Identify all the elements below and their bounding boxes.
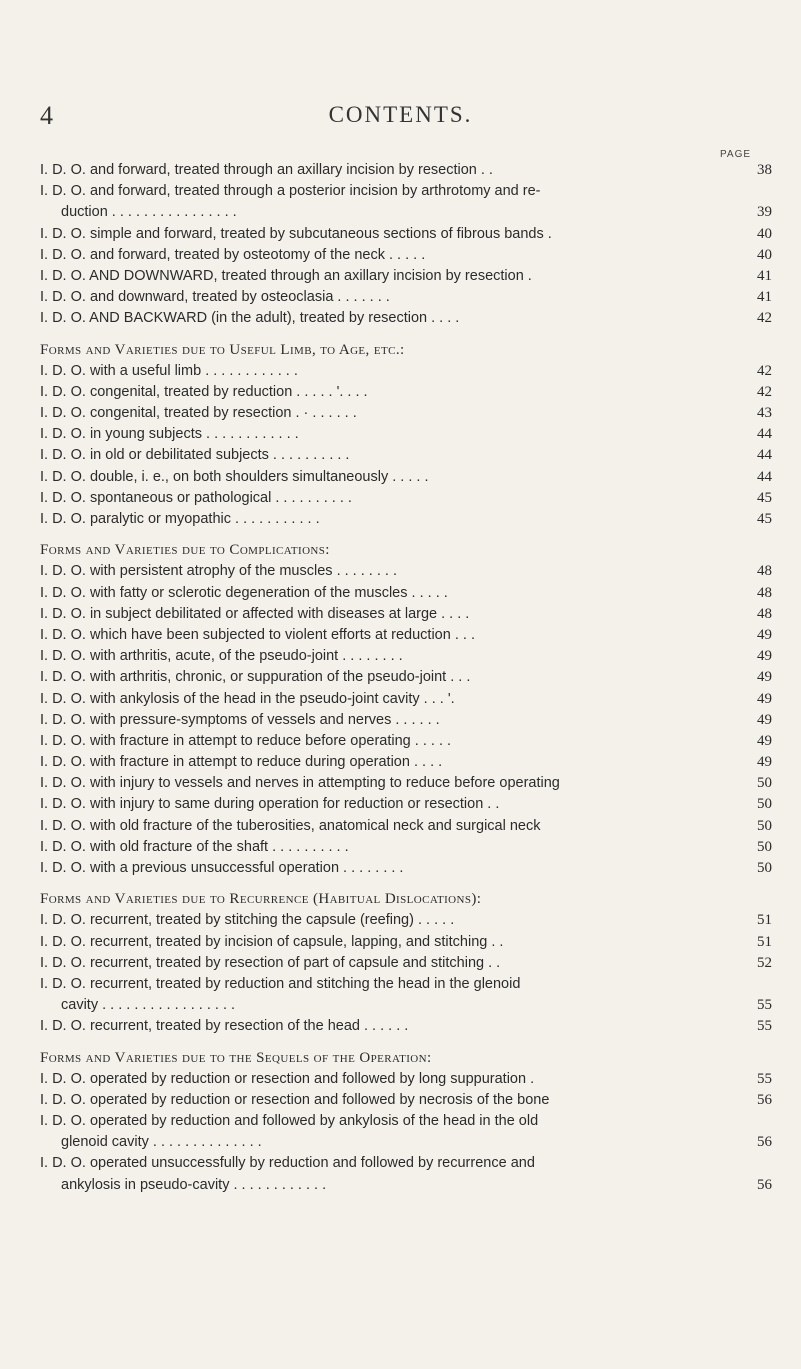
- toc-entry: [40, 858, 772, 879]
- toc-entry: [40, 731, 772, 752]
- toc-entry-page: 42: [757, 310, 772, 327]
- toc-entry-page: 45: [757, 489, 772, 506]
- toc-entry-page: 48: [757, 584, 772, 601]
- toc-entry-text: I. D. O. and downward, treated by osteoclasia . . . . . . .: [40, 289, 390, 306]
- toc-entry: [40, 625, 772, 646]
- toc-entry-page: 49: [757, 626, 772, 643]
- toc-entry-page: 49: [757, 754, 772, 771]
- toc-entry-text: I. D. O. operated unsuccessfully by reduction and followed by recurrence and: [40, 1155, 535, 1172]
- toc-entry: [40, 287, 772, 308]
- toc-entry: [40, 752, 772, 773]
- toc-entry-text: I. D. O. and forward, treated by osteotomy of the neck . . . . .: [40, 246, 426, 263]
- toc-entry: [40, 509, 772, 530]
- toc-entry: [40, 1016, 772, 1037]
- toc-entry-page: 40: [757, 225, 772, 242]
- toc-entry-page: 39: [757, 204, 772, 221]
- section-heading: Forms and Varieties due to the Sequels of the Operation:: [40, 1049, 432, 1066]
- toc-entry-text: I. D. O. with fracture in attempt to reduce during operation . . . .: [40, 754, 443, 771]
- toc-entry-text: glenoid cavity . . . . . . . . . . . . . .: [61, 1134, 262, 1151]
- toc-entry-page: 41: [757, 289, 772, 306]
- toc-entry: [40, 467, 772, 488]
- toc-entry-text: I. D. O. with a previous unsuccessful operation . . . . . . . .: [40, 860, 404, 876]
- toc-entry-text: I. D. O. AND BACKWARD (in the adult), treated by resection . . . .: [40, 310, 460, 327]
- toc-entry-text: I. D. O. recurrent, treated by reduction and stitching the head in the glenoid: [40, 975, 521, 992]
- toc-entry-text: ankylosis in pseudo-cavity . . . . . . . . . . . .: [61, 1176, 327, 1193]
- toc-entry-page: 56: [757, 1134, 772, 1151]
- toc-entry: [40, 245, 772, 266]
- toc-entry-page: 49: [757, 669, 772, 686]
- toc-entry-page: 51: [757, 933, 772, 950]
- toc-entry-text: I. D. O. recurrent, treated by resection of the head . . . . . .: [40, 1018, 409, 1035]
- toc-entry-text: I. D. O. with injury to same during operation for reduction or resection . .: [40, 796, 500, 813]
- toc-entry-text: I. D. O. recurrent, treated by stitching the capsule (reefing) . . . . .: [40, 912, 455, 929]
- toc-entry: [40, 382, 772, 403]
- toc-entry-text: I. D. O. with arthritis, acute, of the pseudo-joint . . . . . . . .: [40, 648, 403, 665]
- toc-entry-page: 50: [757, 775, 772, 792]
- toc-entry-page: 49: [757, 690, 772, 707]
- toc-entry-text: I. D. O. with arthritis, chronic, or suppuration of the pseudo-joint . . .: [40, 669, 471, 686]
- toc-entry-page: 44: [757, 468, 772, 485]
- toc-entry-page: 56: [757, 1176, 772, 1193]
- toc-entry-page: 50: [757, 838, 772, 855]
- toc-entry-text: I. D. O. operated by reduction or resection and followed by long suppuration .: [40, 1070, 535, 1087]
- section-heading: Forms and Varieties due to Complications:: [40, 542, 330, 559]
- toc-entry-page: 44: [757, 426, 772, 443]
- toc-entry-text: I. D. O. with injury to vessels and nerves in attempting to reduce before operating: [40, 775, 560, 792]
- toc-entry-text: I. D. O. in old or debilitated subjects . . . . . . . . . .: [40, 447, 350, 464]
- toc-entry-text: I. D. O. which have been subjected to violent efforts at reduction . . .: [40, 626, 475, 643]
- toc-entry-page: 43: [757, 405, 772, 422]
- toc-entry-page: 49: [757, 711, 772, 728]
- toc-entry: [40, 561, 772, 582]
- toc-entry-page: 49: [757, 648, 772, 665]
- toc-entry: [40, 816, 772, 837]
- toc-entry-page: 48: [757, 605, 772, 622]
- toc-entry: [40, 424, 772, 445]
- toc-entry: [40, 266, 772, 287]
- toc-entry-text: I. D. O. with persistent atrophy of the muscles . . . . . . . .: [40, 563, 397, 580]
- toc-entry: [40, 932, 772, 953]
- toc-entry: [40, 667, 772, 688]
- toc-entry-text: I. D. O. AND DOWNWARD, treated through an axillary incision by resection .: [40, 267, 532, 284]
- toc-entry: [40, 910, 772, 931]
- toc-entry: [40, 604, 772, 625]
- section-heading: Forms and Varieties due to Recurrence (Habitual Dislocations):: [40, 891, 482, 908]
- toc-entry-page: 38: [757, 162, 772, 178]
- toc-entry-page: 48: [757, 563, 772, 580]
- toc-entry-text: I. D. O. double, i. e., on both shoulders simultaneously . . . . .: [40, 468, 429, 485]
- toc-entry-text: I. D. O. with pressure-symptoms of vessels and nerves . . . . . .: [40, 711, 440, 728]
- toc-entry: [40, 773, 772, 794]
- toc-entry-page: 50: [757, 860, 772, 876]
- toc-entry: [40, 181, 748, 202]
- toc-entry-page: 45: [757, 511, 772, 527]
- toc-entry-text: I. D. O. in subject debilitated or affected with diseases at large . . . .: [40, 605, 470, 622]
- toc-entry-text: I. D. O. spontaneous or pathological . . . . . . . . . .: [40, 489, 352, 506]
- section-heading: Forms and Varieties due to Useful Limb, to Age, etc.:: [40, 341, 405, 358]
- page-number: 4: [40, 101, 53, 130]
- toc-entry-page: 42: [757, 383, 772, 400]
- toc-entry-text: I. D. O. with fracture in attempt to reduce before operating . . . . .: [40, 732, 452, 749]
- toc-entry-text: I. D. O. operated by reduction and followed by ankylosis of the head in the old: [40, 1113, 539, 1130]
- page-column-label: PAGE: [720, 149, 752, 160]
- toc-entry-text: I. D. O. congenital, treated by reduction . . . . . '. . . .: [40, 383, 368, 400]
- table-of-contents: [40, 160, 772, 1196]
- toc-entry-text: I. D. O. and forward, treated through an axillary incision by resection . .: [40, 162, 493, 178]
- toc-entry-text: I. D. O. recurrent, treated by resection of part of capsule and stitching . .: [40, 954, 501, 971]
- toc-entry: [40, 689, 772, 710]
- toc-entry: [40, 1111, 748, 1132]
- toc-entry-page: 50: [757, 817, 772, 834]
- toc-entry-text: I. D. O. with old fracture of the shaft . . . . . . . . . .: [40, 838, 349, 855]
- toc-entry: [40, 308, 772, 329]
- toc-entry-text: I. D. O. in young subjects . . . . . . . . . . . .: [40, 426, 299, 443]
- toc-entry-page: 50: [757, 796, 772, 813]
- toc-entry-page: 42: [757, 362, 772, 379]
- toc-entry-text: I. D. O. with old fracture of the tuberosities, anatomical neck and surgical neck: [40, 817, 541, 834]
- toc-entry: [40, 224, 772, 245]
- toc-entry: [40, 445, 772, 466]
- toc-entry-text: I. D. O. simple and forward, treated by subcutaneous sections of fibrous bands .: [40, 225, 552, 242]
- toc-entry: [40, 1132, 772, 1153]
- toc-entry: [40, 953, 772, 974]
- toc-entry-page: 55: [757, 1018, 772, 1035]
- toc-entry-page: 44: [757, 447, 772, 464]
- toc-entry-text: I. D. O. congenital, treated by resection . · . . . . . .: [40, 405, 357, 422]
- toc-entry-text: duction . . . . . . . . . . . . . . . .: [61, 204, 237, 221]
- toc-entry-text: I. D. O. operated by reduction or resection and followed by necrosis of the bone: [40, 1091, 550, 1108]
- toc-entry-text: I. D. O. with ankylosis of the head in the pseudo-joint cavity . . . '.: [40, 690, 455, 707]
- toc-entry: [40, 794, 772, 815]
- toc-entry-page: 55: [757, 1070, 772, 1087]
- toc-entry: [40, 403, 772, 424]
- running-title: CONTENTS.: [328, 102, 473, 127]
- toc-entry: [40, 995, 772, 1016]
- toc-entry: [40, 1153, 748, 1174]
- toc-entry: [40, 710, 772, 731]
- toc-entry: [40, 488, 772, 509]
- toc-entry-text: cavity . . . . . . . . . . . . . . . . .: [61, 997, 236, 1014]
- toc-entry-page: 51: [757, 912, 772, 929]
- toc-entry: [40, 583, 772, 604]
- toc-entry: [40, 1175, 772, 1196]
- toc-entry-text: I. D. O. paralytic or myopathic . . . . . . . . . . .: [40, 511, 320, 527]
- toc-entry-page: 49: [757, 732, 772, 749]
- toc-entry-text: I. D. O. recurrent, treated by incision of capsule, lapping, and stitching . .: [40, 933, 504, 950]
- toc-entry-text: I. D. O. with a useful limb . . . . . . . . . . . .: [40, 362, 298, 379]
- toc-entry: [40, 1090, 772, 1111]
- toc-entry-page: 40: [757, 246, 772, 263]
- toc-entry: [40, 160, 772, 181]
- toc-entry: [40, 361, 772, 382]
- toc-entry-page: 41: [757, 267, 772, 284]
- toc-entry-page: 52: [757, 954, 772, 971]
- toc-entry-page: 56: [757, 1091, 772, 1108]
- toc-entry-page: 55: [757, 997, 772, 1014]
- toc-entry: [40, 202, 772, 223]
- toc-entry: [40, 646, 772, 667]
- toc-entry-text: I. D. O. and forward, treated through a posterior incision by arthrotomy and re-: [40, 183, 541, 200]
- toc-entry: [40, 837, 772, 858]
- toc-entry: [40, 974, 748, 995]
- toc-entry: [40, 1069, 772, 1090]
- toc-entry-text: I. D. O. with fatty or sclerotic degeneration of the muscles . . . . .: [40, 584, 448, 601]
